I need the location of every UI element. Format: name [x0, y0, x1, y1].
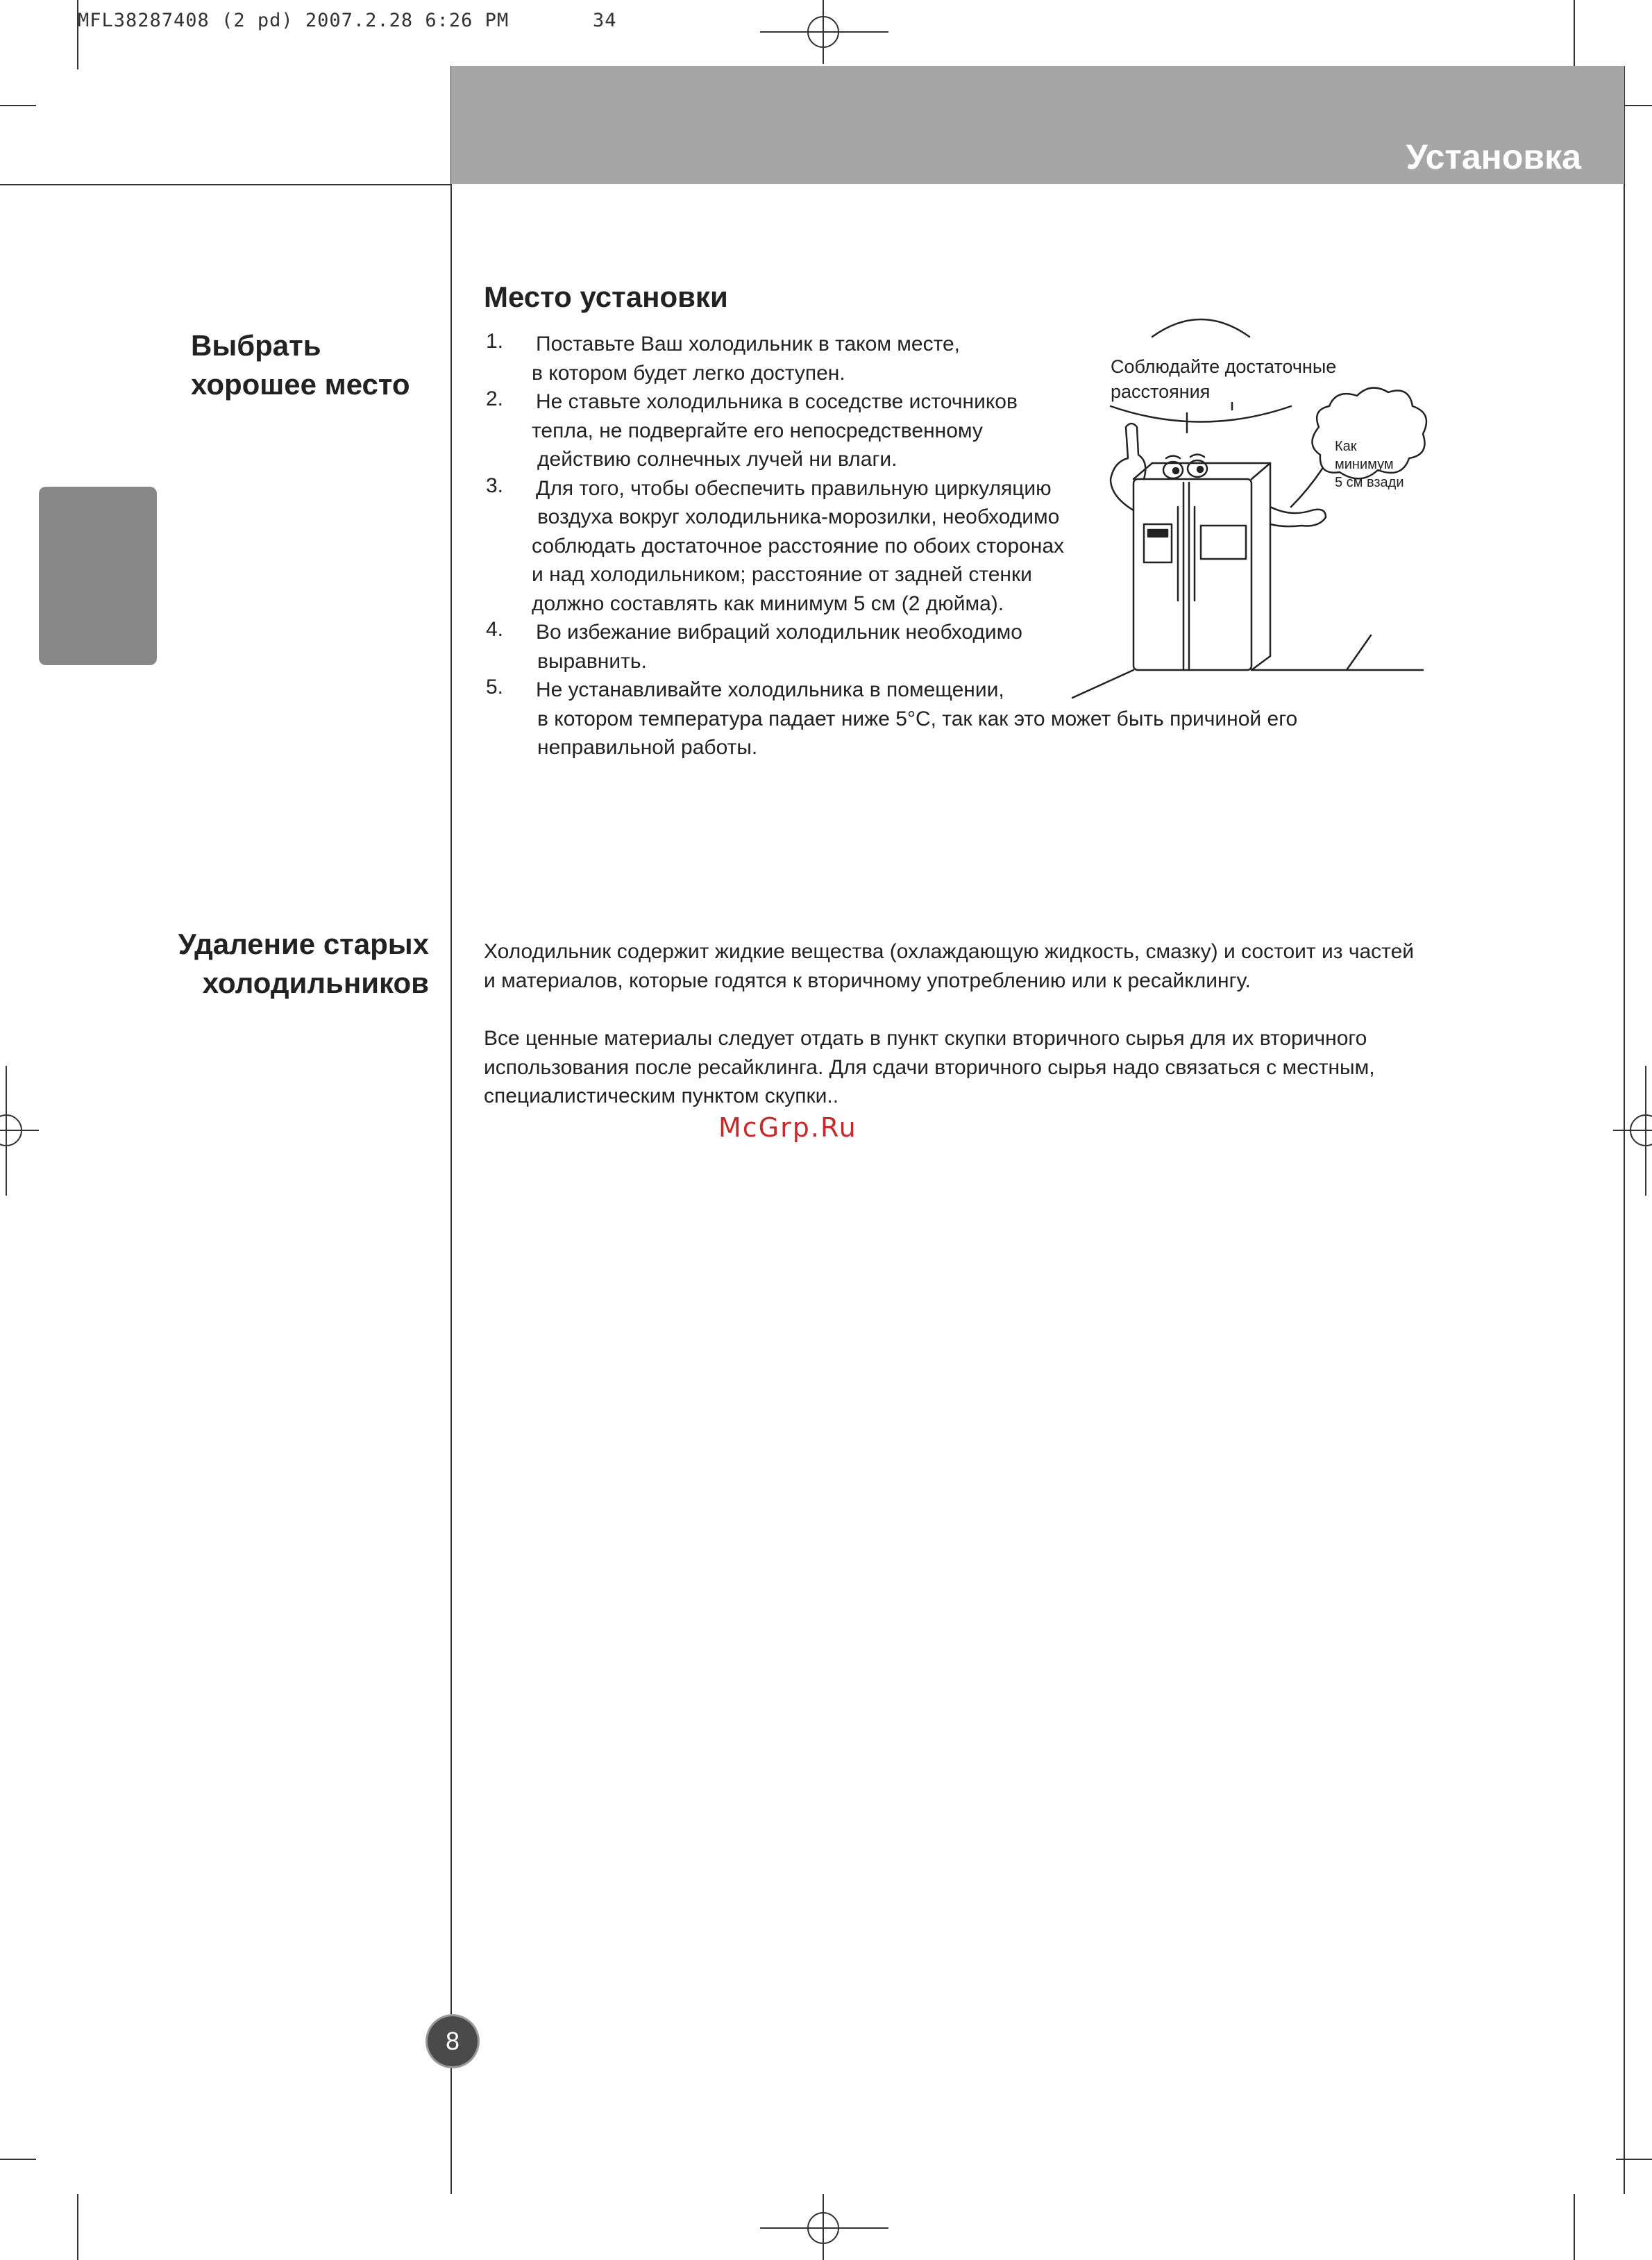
- list-line: соблюдать достаточное расстояние по обоих сторонах: [532, 534, 1065, 558]
- placement-title: Место установки: [484, 281, 728, 313]
- item-number: 3.: [486, 474, 504, 497]
- list-line: Поставьте Ваш холодильник в таком месте,: [536, 333, 961, 355]
- list-line: должно составлять как минимум 5 см (2 дюйма).: [532, 592, 1004, 615]
- list-line: и над холодильником; расстояние от задней стенки: [532, 563, 1032, 586]
- disposal-heading-line-2: холодильников: [202, 966, 429, 999]
- paragraph-line: специалистическим пунктом скупки..: [484, 1085, 839, 1107]
- list-line: в котором будет легко доступен.: [532, 361, 845, 385]
- list-line: Для того, чтобы обеспечить правильную циркуляцию: [536, 476, 1052, 500]
- paragraph-line: Все ценные материалы следует отдать в пункт скупки вторичного сырья для их вторичного: [484, 1027, 1367, 1050]
- paragraph-line: и материалов, которые годятся к вторичному употреблению или к ресайклингу.: [484, 969, 1251, 992]
- page-number: 8: [428, 2016, 478, 2066]
- section-banner: [451, 66, 1624, 184]
- list-line: Не ставьте холодильника в соседстве источников: [536, 390, 1018, 413]
- list-line: воздуха вокруг холодильника-морозилки, необходимо: [537, 505, 1060, 528]
- watermark: McGrp.Ru: [718, 1112, 857, 1143]
- choose-place-line-2: хорошее место: [191, 368, 410, 401]
- disposal-heading-line-1: Удаление старых: [178, 928, 429, 960]
- list-line: действию солнечных лучей ни влаги.: [537, 448, 897, 471]
- banner-title: Установка: [1406, 137, 1581, 176]
- list-item: [536, 330, 960, 359]
- callout-back-line-1: Как: [1335, 439, 1357, 454]
- disposal-heading: [178, 925, 429, 1003]
- item-number: 2.: [486, 387, 504, 410]
- list-line: Во избежание вибраций холодильник необходимо: [536, 621, 1022, 644]
- list-line: тепла, не подвергайте его непосредственному: [532, 419, 983, 442]
- callout-distance: [1111, 354, 1336, 404]
- item-number: 5.: [486, 676, 504, 698]
- paragraph-line: использования после ресайклинга. Для сдачи вторичного сырья надо связаться с местным,: [484, 1055, 1375, 1079]
- item-number: 1.: [486, 330, 504, 353]
- disposal-paragraph-1: [484, 937, 1456, 995]
- print-header: MFL38287408 (2 pd) 2007.2.28 6:26 PM 34: [78, 10, 617, 31]
- callout-distance-line-1: Соблюдайте достаточные: [1111, 356, 1337, 377]
- list-line: выравнить.: [537, 649, 647, 673]
- callout-distance-line-2: расстояния: [1111, 381, 1211, 402]
- item-number: 4.: [486, 618, 504, 641]
- list-line: Не устанавливайте холодильника в помещении,: [536, 678, 1004, 701]
- disposal-paragraph-2: [484, 1024, 1456, 1111]
- callout-back-line-3: 5 см взади: [1335, 475, 1404, 490]
- paragraph-line: Холодильник содержит жидкие вещества (охлаждающую жидкость, смазку) и состоит из частей: [484, 940, 1415, 963]
- choose-place-line-1: Выбрать: [191, 329, 321, 362]
- list-line: неправильной работы.: [537, 736, 758, 759]
- list-line: в котором температура падает ниже 5°С, так как это может быть причиной его: [537, 707, 1298, 730]
- callout-back-gap: [1335, 437, 1404, 492]
- callout-back-line-2: минимум: [1335, 457, 1394, 472]
